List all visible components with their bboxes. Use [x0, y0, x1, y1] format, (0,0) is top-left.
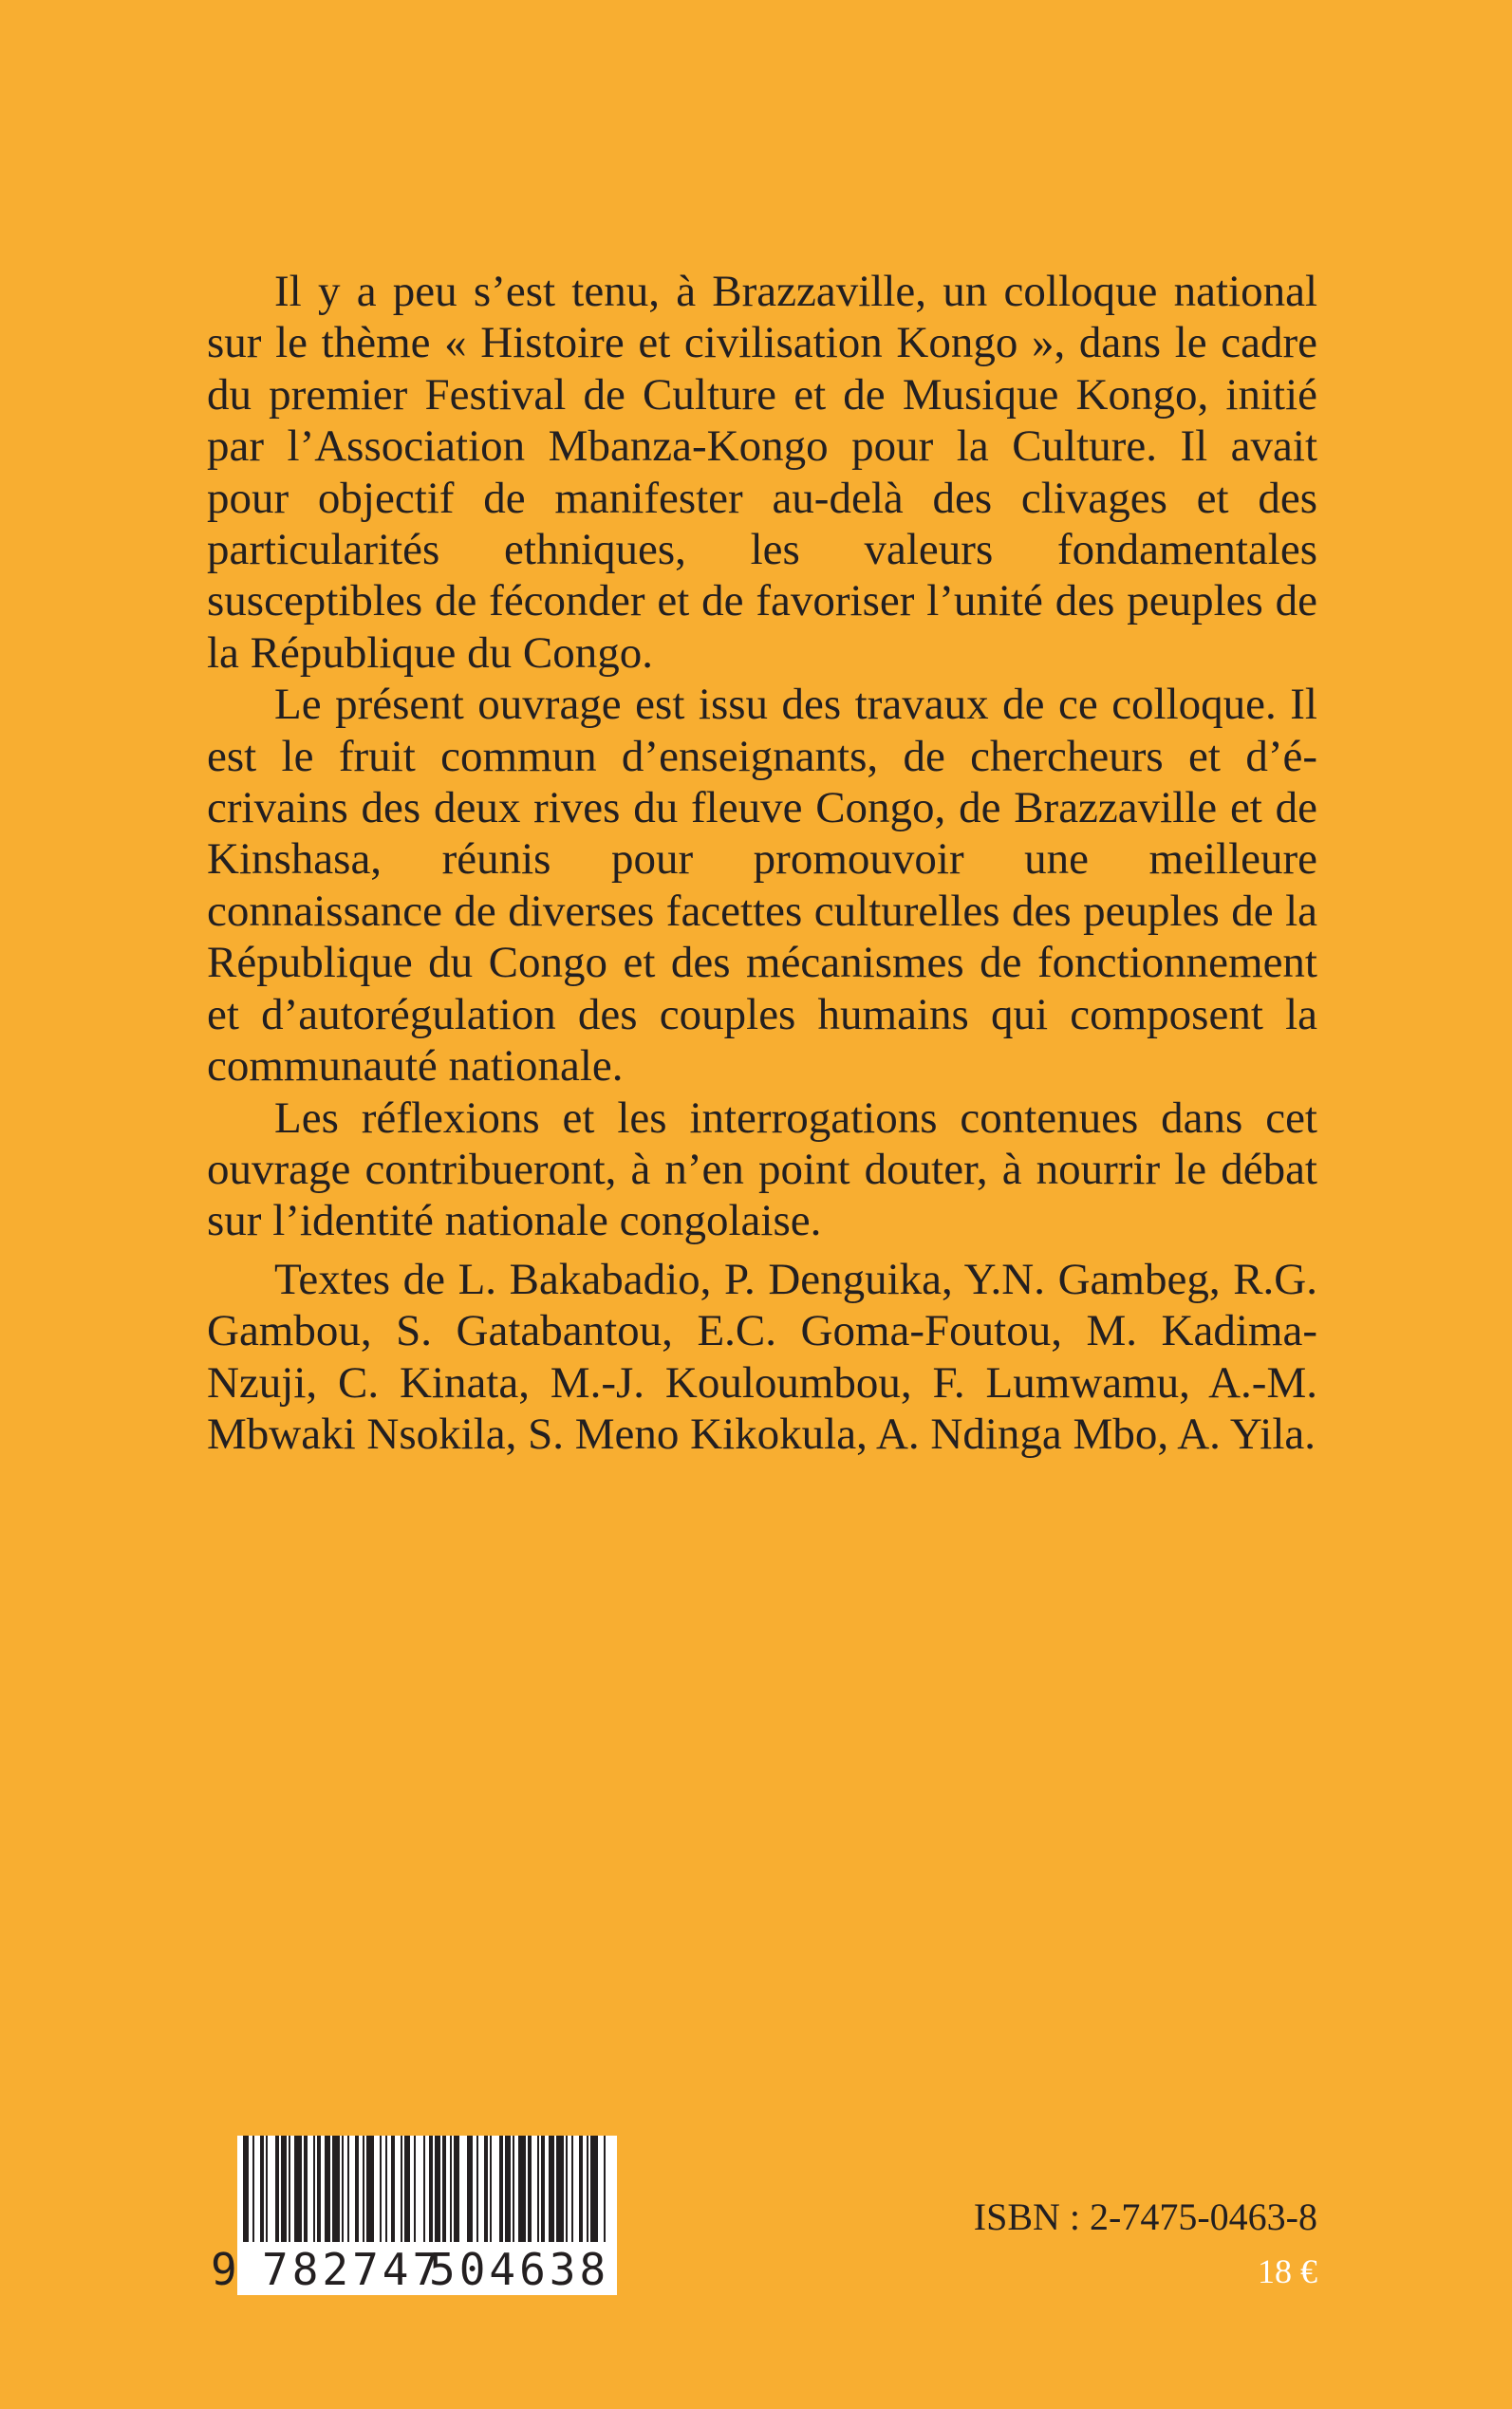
- barcode-bar: [355, 2136, 359, 2242]
- barcode-bar: [294, 2136, 302, 2242]
- barcode-bar: [391, 2136, 395, 2242]
- barcode-bar: [442, 2136, 446, 2242]
- blurb-paragraph-2: Le présent ouvrage est issu des travaux de ce colloque. Il est le fruit commun d’enseignants, de chercheurs et d’écrivains des deux rives du fleuve Congo, de Brazzaville et de Kinshasa, réunis pour promouvoir une meilleure connaissance de diverses facettes culturelles des peuples de la République du Congo et des mécanismes de fonctionnement et d’autorégulation des couples humains qui composent la communauté nationale.: [207, 680, 1317, 1092]
- barcode-bar: [332, 2136, 340, 2242]
- barcode-bar: [275, 2136, 279, 2242]
- barcode-bar: [385, 2136, 387, 2242]
- barcode-bar: [484, 2136, 488, 2242]
- back-cover-blurb: [207, 266, 1317, 1247]
- barcode-bar: [404, 2136, 410, 2242]
- barcode-bar: [260, 2136, 264, 2242]
- barcode-bar: [454, 2136, 459, 2242]
- barcode-bar: [342, 2136, 344, 2242]
- barcode-bar: [363, 2136, 364, 2242]
- barcode-bar: [347, 2136, 349, 2242]
- barcode-bar: [518, 2136, 526, 2242]
- barcode-bar: [304, 2136, 308, 2242]
- barcode-bar: [423, 2136, 425, 2242]
- barcode-bar: [450, 2136, 452, 2242]
- barcode-bar: [325, 2136, 330, 2242]
- barcode-bar: [313, 2136, 315, 2242]
- barcode-bar: [528, 2136, 532, 2242]
- barcode-bar: [435, 2136, 440, 2242]
- blurb-paragraph-1: Il y a peu s’est tenu, à Brazzaville, un colloque national sur le thème « Histoire et civilisation Kongo », dans le cadre du premier Festival de Culture et de Musique Kongo, initié par l’Association Mbanza-Kongo pour la Culture. Il avait pour objectif de manifester au-delà des clivages et des particularités ethniques, les valeurs fondamentales susceptibles de féconder et de favoriser l’unité des peuples de la République du Congo.: [207, 267, 1317, 678]
- barcode-bar: [380, 2136, 382, 2242]
- barcode-bar: [252, 2136, 254, 2242]
- barcode-bar: [549, 2136, 554, 2242]
- isbn-label: ISBN : 2-7475-0463-8: [973, 2195, 1317, 2238]
- authors-list: Textes de L. Bakabadio, P. Denguika, Y.N. Gambeg, R.G. Gambou, S. Gatabantou, E.C. Goma-Foutou, M. Kadima-Nzuji, C. Kinata, M.-J. Kouloumbou, F. Lumwamu, A.-M. Mbwaki Nsokila, S. Meno Kikokula, A. Ndinga Mbo, A. Yila.: [207, 1255, 1317, 1460]
- barcode-bar: [243, 2136, 249, 2242]
- barcode-bar: [414, 2136, 416, 2242]
- barcode-bar: [587, 2136, 588, 2242]
- barcode-bar: [499, 2136, 503, 2242]
- barcode-bar: [467, 2136, 473, 2242]
- barcode-bar: [366, 2136, 374, 2242]
- barcode-bar: [266, 2136, 268, 2242]
- barcode-lead-digit: 9: [211, 2244, 241, 2295]
- barcode-bar: [505, 2136, 511, 2242]
- barcode-bar: [289, 2136, 290, 2242]
- barcode-digit-group-1: 782747: [262, 2244, 443, 2295]
- barcode-bar: [513, 2136, 514, 2242]
- barcode-bar: [556, 2136, 564, 2242]
- barcode-bar: [429, 2136, 433, 2242]
- barcode-bar: [476, 2136, 478, 2242]
- barcode-bar: [566, 2136, 568, 2242]
- barcode-bar: [571, 2136, 573, 2242]
- barcode-bar: [590, 2136, 598, 2242]
- barcode-bar: [490, 2136, 492, 2242]
- barcode-bar: [401, 2136, 402, 2242]
- barcode-digit-group-2: 504638: [429, 2244, 610, 2295]
- barcode-bar: [317, 2136, 321, 2242]
- barcode-bar: [281, 2136, 287, 2242]
- price-label: 18 €: [1258, 2252, 1317, 2290]
- barcode-bars: [237, 2136, 617, 2242]
- barcode-bar: [604, 2136, 606, 2242]
- barcode-bar: [541, 2136, 545, 2242]
- barcode-bar: [537, 2136, 539, 2242]
- barcode-bar: [579, 2136, 583, 2242]
- blurb-paragraph-3: Les réflexions et les interrogations contenues dans cet ouvrage contribueront, à n’en point douter, à nourrir le débat sur l’identité nationale congolaise.: [207, 1092, 1317, 1246]
